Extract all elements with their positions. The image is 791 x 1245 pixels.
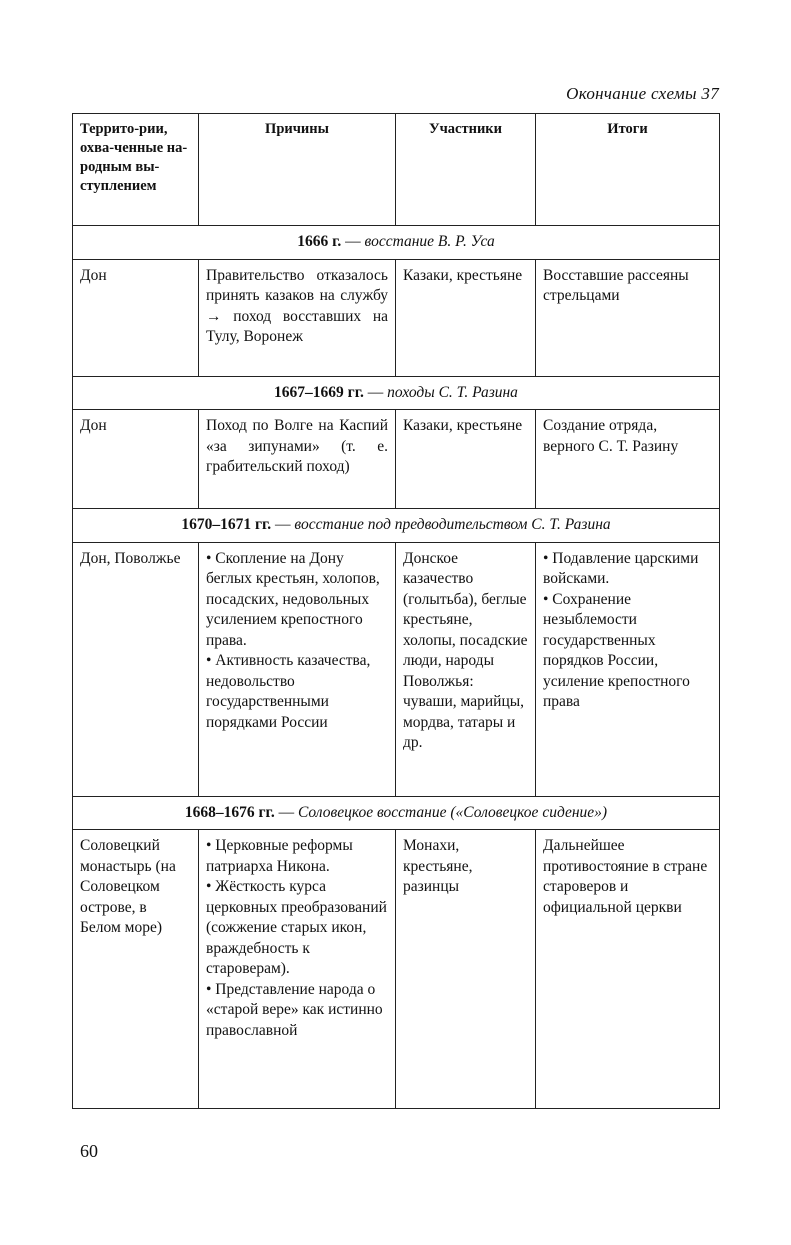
cell-causes: Правительство отказалось принять казаков на службу → поход восставших на Тулу, Воронеж bbox=[199, 259, 396, 376]
event-title bbox=[73, 796, 720, 830]
header-territory: Террито-рии, охва-ченные на-родным вы-ступлением bbox=[73, 114, 199, 226]
event-years: 1667–1669 гг. bbox=[274, 383, 364, 401]
event-title-row bbox=[73, 226, 720, 260]
cause-item: • Представление народа о «старой вере» как истинно православной bbox=[206, 980, 383, 1039]
event-dash: — bbox=[363, 383, 388, 401]
cell-results: Дальнейшее противостояние в стране староверов и официальной церкви bbox=[536, 830, 720, 1109]
event-title-row bbox=[73, 796, 720, 830]
table-row bbox=[73, 830, 720, 1109]
event-dash: — bbox=[341, 233, 365, 250]
cell-territory: Дон bbox=[73, 410, 199, 509]
header-participants: Участники bbox=[396, 114, 536, 226]
cell-territory: Дон bbox=[73, 259, 199, 376]
event-years: 1670–1671 гг. bbox=[181, 516, 272, 533]
cell-territory: Соловецкий монастырь (на Соловецком острове, в Белом море) bbox=[73, 830, 199, 1109]
event-name: восстание под предводительством С. Т. Разина bbox=[294, 516, 611, 533]
cell-results: Восставшие рассеяны стрельцами bbox=[536, 259, 720, 376]
event-title bbox=[73, 226, 720, 260]
event-title bbox=[73, 509, 720, 543]
event-years: 1666 г. bbox=[297, 233, 342, 250]
event-name: Соловецкое восстание («Соловецкое сидение») bbox=[297, 803, 608, 821]
cause-item: • Активность казачества, недовольство государственными порядками России bbox=[206, 652, 371, 731]
event-title-row bbox=[73, 376, 720, 410]
header-causes: Причины bbox=[199, 114, 396, 226]
event-dash: — bbox=[274, 803, 298, 821]
event-dash: — bbox=[271, 516, 295, 533]
page-number: 60 bbox=[80, 1141, 98, 1161]
table-row bbox=[73, 410, 720, 509]
cell-causes bbox=[199, 542, 396, 796]
header-results: Итоги bbox=[536, 114, 720, 226]
cell-participants: Монахи, крестьяне, разинцы bbox=[396, 830, 536, 1109]
cell-results: Создание отряда, верного С. Т. Разину bbox=[536, 410, 720, 509]
cause-item: • Жёсткость курса церковных преобразований (сожжение старых икон, враждебность к староверам). bbox=[206, 878, 387, 977]
table-row bbox=[73, 542, 720, 796]
result-item: • Сохранение незыблемости государственных порядков России, усиление крепостного права bbox=[543, 590, 690, 710]
event-title-row bbox=[73, 509, 720, 543]
cell-territory: Дон, Поволжье bbox=[73, 542, 199, 796]
cell-participants: Казаки, крестьяне bbox=[396, 259, 536, 376]
table-row bbox=[73, 259, 720, 376]
event-title bbox=[73, 376, 720, 410]
table-header-row bbox=[73, 114, 720, 226]
cell-causes bbox=[199, 830, 396, 1109]
cause-item: • Скопление на Дону беглых крестьян, холопов, посадских, недовольных усилением крепостного права. bbox=[206, 549, 380, 649]
event-years: 1668–1676 гг. bbox=[184, 803, 275, 821]
event-name: походы С. Т. Разина bbox=[387, 383, 518, 401]
cause-item: • Церковные реформы патриарха Никона. bbox=[206, 837, 353, 875]
result-item: • Подавление царскими войсками. bbox=[543, 549, 699, 587]
cell-results bbox=[536, 542, 720, 796]
cell-participants: Донское казачество (голытьба), беглые крестьяне, холопы, посадские люди, народы Поволжья: чуваши, марийцы, мордва, татары и др. bbox=[396, 542, 536, 796]
event-name: восстание В. Р. Уса bbox=[364, 233, 495, 250]
cell-causes: Поход по Волге на Каспий «за зипунами» (т. е. грабительский поход) bbox=[199, 410, 396, 509]
cell-participants: Казаки, крестьяне bbox=[396, 410, 536, 509]
scheme-caption: Окончание схемы 37 bbox=[566, 84, 719, 103]
uprisings-table bbox=[72, 113, 720, 1109]
